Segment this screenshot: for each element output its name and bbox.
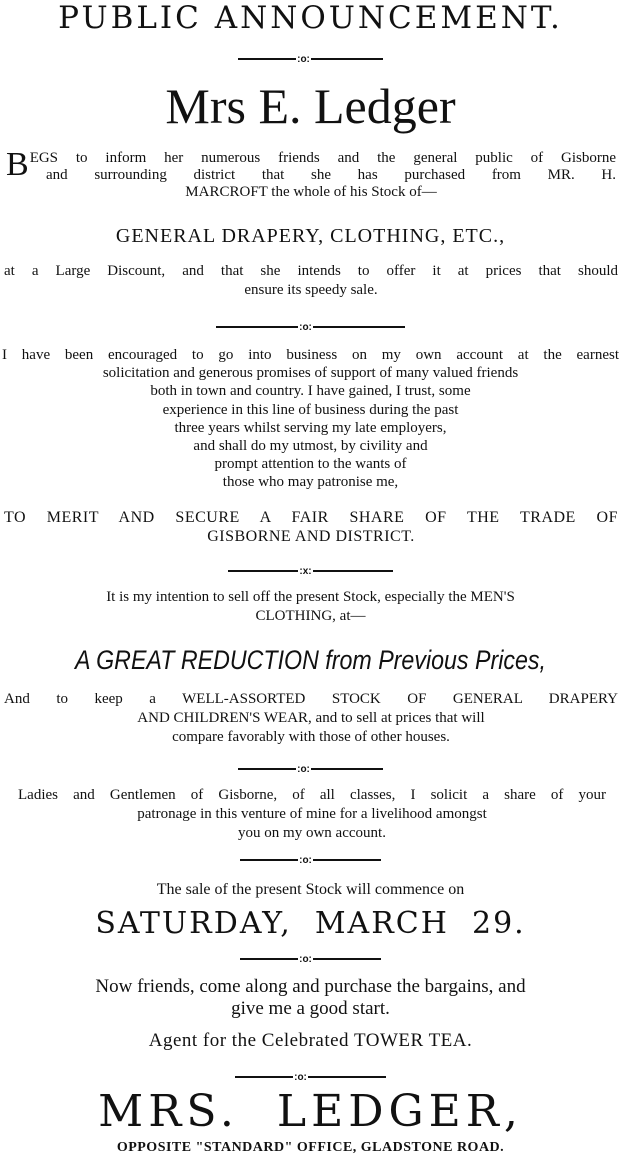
encouraged-line-4: experience in this line of business during the past: [162, 401, 459, 418]
friends-line-2: give me a good start.: [231, 998, 390, 1019]
encouraged-line-7: prompt attention to the wants of: [214, 456, 407, 473]
ladies-line-3: you on my own account.: [238, 825, 386, 841]
divider: [0, 52, 621, 66]
keep-line-3: compare favorably with those of other houses.: [172, 729, 450, 745]
divider: [0, 1070, 621, 1084]
divider-mark: :x:: [299, 565, 312, 577]
divider-mark: :o:: [297, 53, 310, 65]
stock-heading: GENERAL DRAPERY, CLOTHING, ETC.,: [115, 225, 506, 247]
discount-line-2: ensure its speedy sale.: [244, 282, 378, 298]
encouraged-paragraph: [2, 346, 619, 492]
reduction-heading: A GREAT REDUCTION from Previous Prices,: [75, 645, 546, 675]
divider-mark: :o:: [299, 953, 312, 965]
divider: [0, 762, 621, 776]
divider-x: [0, 564, 621, 578]
sale-date: SATURDAY, MARCH 29.: [95, 906, 526, 941]
encouraged-line-1: I have been encouraged to go into business on my own account at the earnest: [2, 347, 619, 363]
encouraged-line-5: three years whilst serving my late employers,: [174, 419, 447, 436]
divider: [0, 952, 621, 966]
divider-mark: :o:: [299, 854, 312, 866]
headline: PUBLIC ANNOUNCEMENT.: [58, 0, 563, 36]
ladies-line-1: Ladies and Gentlemen of Gisborne, of all classes, I solicit a share of your: [18, 787, 606, 803]
friends-paragraph: [0, 976, 621, 1020]
encouraged-line-8: those who may patronise me,: [222, 474, 399, 491]
drop-cap: B: [6, 146, 29, 183]
merit-line-1: TO MERIT AND SECURE A FAIR SHARE OF THE TRADE OF: [4, 509, 618, 526]
intro-line-2: and surrounding district that she has purchased from MR. H.: [46, 167, 616, 183]
divider-mark: :o:: [299, 321, 312, 333]
divider: [0, 853, 621, 867]
ladies-line-2: patronage in this venture of mine for a livelihood amongst: [137, 806, 487, 822]
divider-mark: :o:: [297, 763, 310, 775]
intro-paragraph: [6, 146, 616, 201]
encouraged-line-2: solicitation and generous promises of support of many valued friends: [102, 365, 519, 382]
agent-text: Agent for the Celebrated TOWER TEA.: [148, 1030, 473, 1051]
merit-paragraph: [4, 508, 618, 546]
intention-paragraph: [0, 588, 621, 626]
intention-line-2: CLOTHING, at—: [255, 608, 366, 624]
encouraged-line-3: both in town and country. I have gained, I trust, some: [150, 383, 471, 400]
address: OPPOSITE "STANDARD" OFFICE, GLADSTONE ROAD.: [116, 1140, 505, 1155]
keep-line-1: And to keep a WELL-ASSORTED STOCK OF GENERAL DRAPERY: [4, 691, 618, 707]
name-title: Mrs E. Ledger: [165, 78, 456, 134]
discount-line-1: at a Large Discount, and that she intends to offer it at prices that should: [4, 263, 618, 279]
intro-line-1: EGS to inform her numerous friends and the general public of Gisborne: [29, 150, 616, 166]
merit-line-2: GISBORNE AND DISTRICT.: [207, 528, 415, 545]
signature: MRS. LEDGER,: [98, 1086, 523, 1137]
divider-mark: :o:: [294, 1071, 307, 1083]
divider: [0, 320, 621, 334]
ladies-paragraph: [18, 786, 606, 843]
intention-line-1: It is my intention to sell off the present Stock, especially the MEN'S: [106, 589, 515, 605]
discount-paragraph: [4, 262, 618, 300]
friends-line-1: Now friends, come along and purchase the bargains, and: [95, 976, 526, 997]
sale-text: The sale of the present Stock will commence on: [156, 881, 465, 898]
intro-line-3: MARCROFT the whole of his Stock of—: [185, 184, 437, 200]
encouraged-line-6: and shall do my utmost, by civility and: [193, 438, 428, 455]
keep-line-2: AND CHILDREN'S WEAR, and to sell at prices that will: [137, 710, 485, 726]
keep-paragraph: [4, 690, 618, 747]
